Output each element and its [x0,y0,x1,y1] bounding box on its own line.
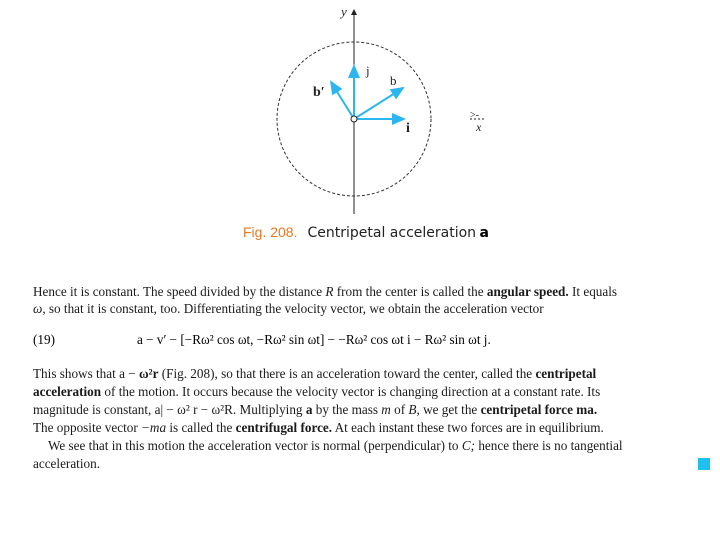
vector-b-prime-label: b′ [313,85,325,100]
text-run: m [381,402,391,417]
vector-b-prime-arrow [331,82,354,119]
term-centrifugal-force: centrifugal force. [235,420,333,435]
paragraph-2-line-3 [33,402,597,418]
text-run: −ma [141,420,167,435]
text-run: At each instant these two forces are in equilibrium. [332,420,604,435]
text-run: Multiplying [236,402,306,417]
text-run: , so that it is constant, too. Differentiating the velocity vector, we obtain the acceleration vector [42,301,544,316]
paragraph-2-line-5 [48,438,623,454]
end-of-section-marker [698,458,710,470]
figure-caption [243,224,489,242]
paragraph-1-line-2 [33,301,544,317]
x-axis-tick-label: >- [470,110,479,121]
text-run: from the center is called the [333,284,487,299]
text-run: (Fig. 208), so that there is an acceleration toward the center, called the [158,366,536,381]
origin-point [351,116,357,122]
caption-symbol: a [479,225,489,241]
vector-j-label: j [366,63,370,78]
text-run: This shows that a − [33,366,139,381]
figure-number: Fig. 208. [243,224,298,240]
term-acceleration: acceleration [33,384,102,399]
vector-i-label: i [406,121,410,136]
x-axis-label: x [476,120,482,134]
term-angular-speed: angular speed. [486,284,569,299]
text-run: Hence it is constant. The speed divided by the distance [33,284,326,299]
y-axis-label: y [341,4,347,19]
paragraph-2-line-4 [33,420,604,436]
text-run: ω²r [138,366,159,381]
text-run: of [390,402,409,417]
equation-number: (19) [33,332,55,347]
text-run: We see that in this motion the acceleration vector is normal (perpendicular) to [48,438,462,453]
vector-b-arrow [354,88,403,119]
text-run: is called the [166,420,236,435]
term-centripetal-force: centripetal force [480,402,573,417]
figure-208 [0,0,720,220]
term-centripetal: centripetal [535,366,597,381]
text-run: C; [461,438,476,453]
text-run: ma. [576,402,598,417]
text-run: R [325,284,334,299]
text-run: hence there is no tangential [475,438,623,453]
paragraph-2-line-2 [33,384,600,400]
text-run: ω [33,301,43,316]
text-run: by the mass [312,402,382,417]
paragraph-1-line-1 [33,284,617,300]
text-run: a [305,402,313,417]
paragraph-2-line-1 [33,366,596,382]
text-run: a| − ω² r − ω²R. [154,402,237,417]
circular-motion-diagram [0,0,720,220]
text-run: , we get the [416,402,481,417]
equation-body: a − v′ − [−Rω² cos ωt, −Rω² sin ωt] − −Rω² cos ωt i − Rω² sin ωt j. [137,332,491,347]
text-run: B [408,402,417,417]
caption-text: Centripetal acceleration [307,225,477,241]
vector-b-label: b [390,73,397,88]
text-run: of the motion. It occurs because the velocity vector is changing direction at a constant rate. Its [101,384,601,399]
text-run: It equals [568,284,618,299]
text-run: The opposite vector [33,420,142,435]
text-run: acceleration. [33,456,100,471]
text-run: magnitude is constant, [33,402,155,417]
paragraph-2-line-6 [33,456,100,472]
